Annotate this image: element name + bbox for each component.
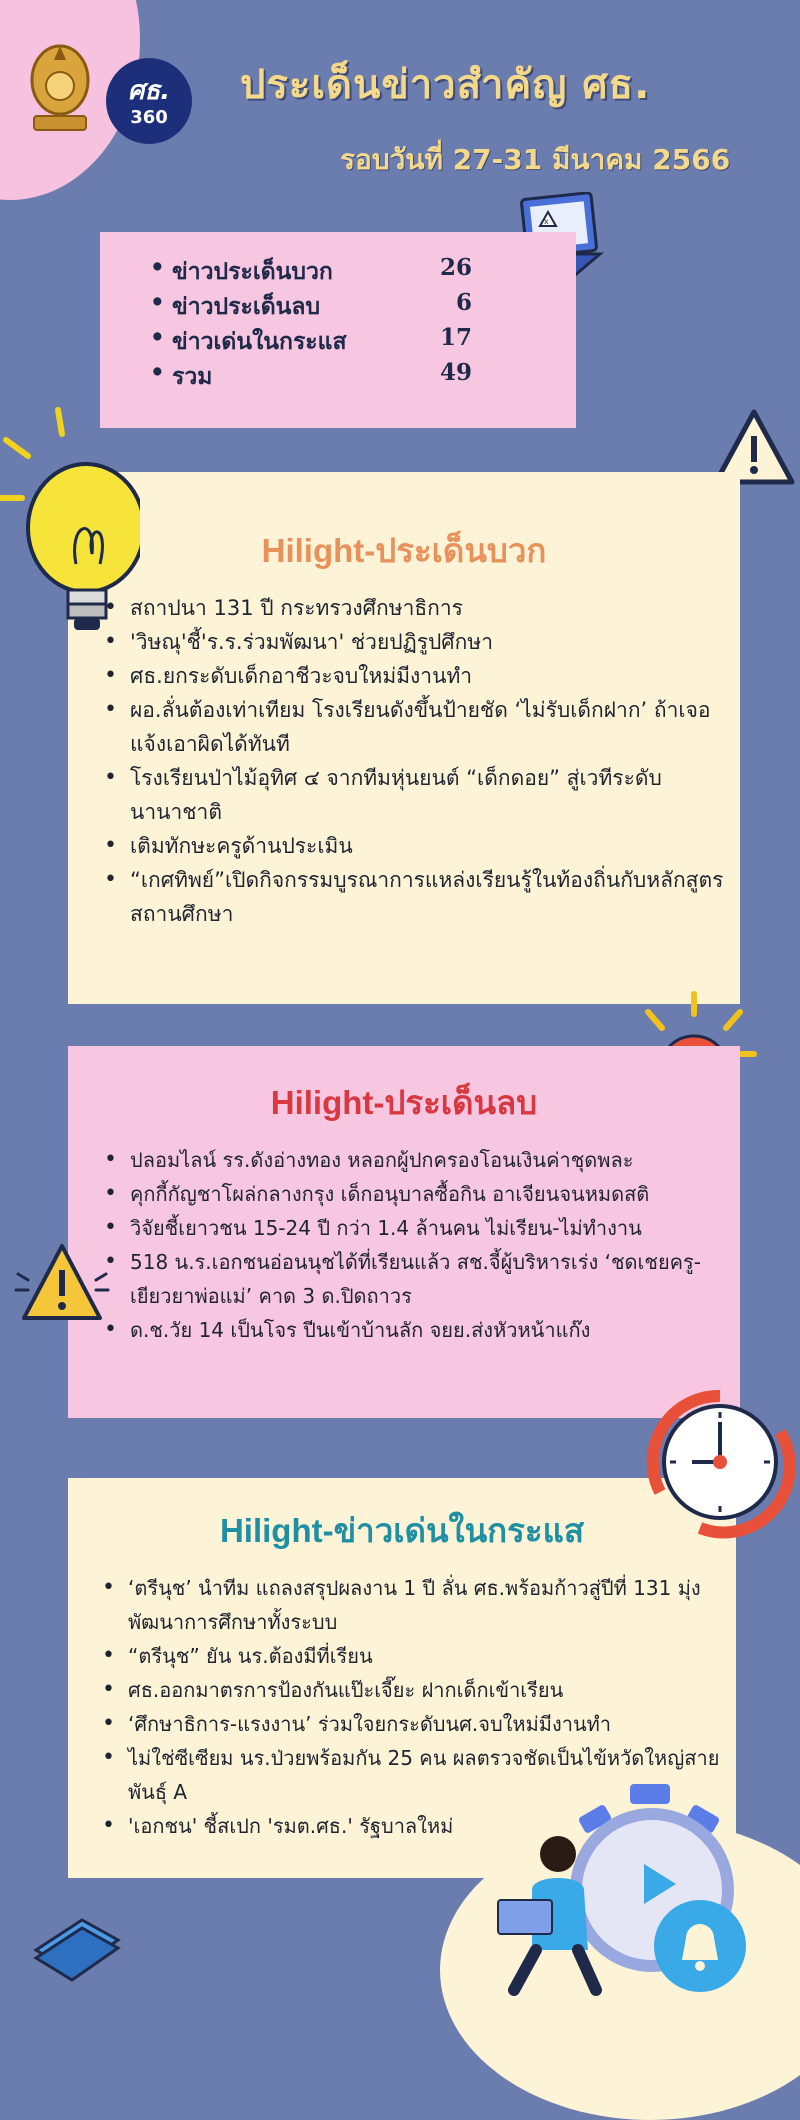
- summary-label: ข่าวประเด็นลบ: [172, 293, 321, 320]
- heading-topic: ประเด็นลบ: [384, 1083, 538, 1122]
- notification-bell-icon: [652, 1898, 748, 1994]
- person-with-laptop-icon: [492, 1830, 622, 2000]
- positive-news-item: • ผอ.ลั่นต้องเท่าเทียม โรงเรียนดังขึ้นป้ายชัด ‘ไม่รับเด็กฝาก’ ถ้าเจอแจ้งเอาผิดได้ทันที: [130, 693, 740, 761]
- summary-value: 49: [439, 359, 472, 386]
- page-title: ประเด็นข่าวสำคัญ ศธ.: [240, 62, 651, 108]
- trending-heading: [68, 1504, 736, 1557]
- svg-text:x: x: [544, 217, 549, 226]
- clock-icon: [640, 1382, 800, 1542]
- heading-prefix: Hilight-: [270, 1084, 385, 1121]
- ministry-emblem-icon: [24, 40, 96, 140]
- trending-news-item: • ศธ.ออกมาตรการป้องกันแป๊ะเจี๊ยะ ฝากเด็กเข้าเรียน: [128, 1673, 736, 1707]
- lightbulb-icon: [0, 404, 140, 644]
- summary-value: 17: [439, 324, 472, 351]
- positive-news-item: • “เกศทิพย์”เปิดกิจกรรมบูรณาการแหล่งเรียนรู้ในท้องถิ่นกับหลักสูตรสถานศึกษา: [130, 863, 740, 931]
- summary-label: รวม: [172, 363, 213, 390]
- heading-topic: ประเด็นบวก: [375, 531, 547, 570]
- summary-item: • รวม 49: [150, 359, 576, 394]
- trending-news-item: • ไม่ใช่ซีเซียม นร.ป่วยพร้อมกัน 25 คน ผลตรวจชัดเป็นไข้หวัดใหญ่สายพันธุ์ A: [128, 1741, 736, 1809]
- negative-news-card: [68, 1046, 740, 1418]
- heading-topic: ข่าวเด่นในกระแส: [333, 1511, 585, 1550]
- summary-value: 6: [455, 289, 472, 316]
- negative-news-item: • 518 น.ร.เอกชนอ่อนนุชได้ที่เรียนแล้ว สช.จี้ผู้บริหารเร่ง ‘ชดเชยครู-เยียวยาพ่อแม่’ คาด 3 ด.ปิดถาวร: [130, 1245, 740, 1313]
- positive-news-item: • 'วิษณุ'ชี้'ร.ร.ร่วมพัฒนา' ช่วยปฏิรูปศึกษา: [130, 625, 740, 659]
- logo-badge-number: 360: [130, 107, 168, 128]
- positive-news-card: [68, 472, 740, 1004]
- positive-news-item: • ศธ.ยกระดับเด็กอาชีวะจบใหม่มีงานทำ: [130, 659, 740, 693]
- trending-news-item: • ‘ตรีนุช’ นำทีม แถลงสรุปผลงาน 1 ปี ลั่น ศธ.พร้อมก้าวสู่ปีที่ 131 มุ่งพัฒนาการศึกษาทั้งระบบ: [128, 1571, 736, 1639]
- positive-heading: [68, 524, 740, 577]
- positive-news-item: • สถาปนา 131 ปี กระทรวงศึกษาธิการ: [130, 591, 740, 625]
- page-subtitle: รอบวันที่ 27-31 มีนาคม 2566: [340, 143, 731, 176]
- smartphone-icon: [26, 1910, 126, 1990]
- negative-news-item: • ด.ช.วัย 14 เป็นโจร ปีนเข้าบ้านลัก จยย.ส่งหัวหน้าแก๊ง: [130, 1313, 740, 1347]
- summary-box: [100, 232, 576, 428]
- trending-news-item: • “ตรีนุช” ยัน นร.ต้องมีที่เรียน: [128, 1639, 736, 1673]
- positive-news-item: • เติมทักษะครูด้านประเมิน: [130, 829, 740, 863]
- positive-news-item: • โรงเรียนป่าไม้อุทิศ ๔ จากทีมหุ่นยนต์ “เด็กดอย” สู่เวทีระดับนานาชาติ: [130, 761, 740, 829]
- negative-news-item: • ปลอมไลน์ รร.ดังอ่างทอง หลอกผู้ปกครองโอนเงินค่าชุดพละ: [130, 1143, 740, 1177]
- heading-prefix: Hilight-: [219, 1512, 334, 1549]
- summary-item: • ข่าวประเด็นลบ 6: [150, 289, 576, 324]
- negative-news-item: • คุกกี้กัญชาโผล่กลางกรุง เด็กอนุบาลซื้อกิน อาเจียนจนหมดสติ: [130, 1177, 740, 1211]
- summary-item: • ข่าวประเด็นบวก 26: [150, 254, 576, 289]
- heading-prefix: Hilight-: [261, 532, 376, 569]
- negative-heading: [68, 1076, 740, 1129]
- summary-label: ข่าวเด่นในกระแส: [172, 328, 347, 355]
- summary-item: • ข่าวเด่นในกระแส 17: [150, 324, 576, 359]
- trending-news-item: • ‘ศึกษาธิการ-แรงงาน’ ร่วมใจยกระดับนศ.จบใหม่มีงานทำ: [128, 1707, 736, 1741]
- warning-sign-icon: [14, 1240, 110, 1330]
- trending-news-item: • 'เอกชน' ชี้สเปก 'รมต.ศธ.' รัฐบาลใหม่: [128, 1809, 736, 1843]
- summary-value: 26: [439, 254, 472, 281]
- summary-label: ข่าวประเด็นบวก: [172, 258, 333, 285]
- moe360-logo: [106, 58, 192, 144]
- negative-news-item: • วิจัยชี้เยาวชน 15-24 ปี กว่า 1.4 ล้านคน ไม่เรียน-ไม่ทำงาน: [130, 1211, 740, 1245]
- logo-badge-text: ศธ.: [127, 76, 171, 106]
